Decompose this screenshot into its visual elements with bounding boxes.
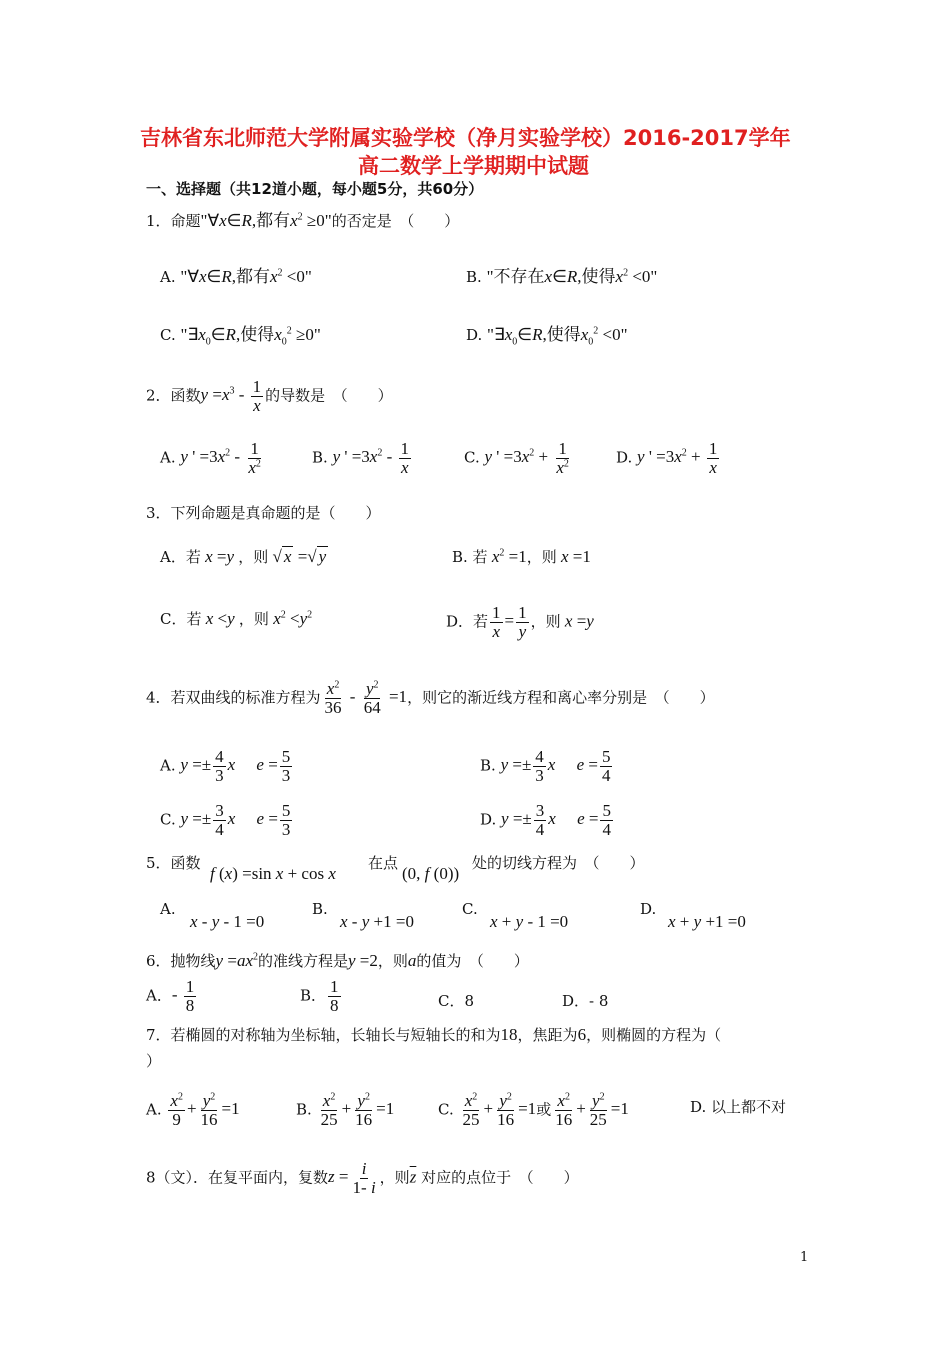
- q6-option-d[interactable]: D．- 8: [562, 992, 609, 1010]
- q1-option-b[interactable]: B. "不存在x∈R,使得$x^2 <0$": [466, 267, 658, 286]
- q3-option-b[interactable]: B. 若 $x^2 =1$，则 x =1: [452, 547, 591, 566]
- q7-option-c[interactable]: C. $\frac{x^2}{25}$ + $\frac{y^2}{16}$ =1或 $\frac{x^2}{16}$ + $\frac{y^2}{25}$ =1: [438, 1091, 629, 1129]
- q5-option-c[interactable]: x + y - 1 =0: [490, 912, 569, 931]
- q7-stem: 7．若椭圆的对称轴为坐标轴，长轴长与短轴长的和为18，焦距为6，则椭圆的方程为（: [146, 1025, 722, 1044]
- q5-label-c: C.: [462, 900, 478, 918]
- q5-option-a[interactable]: x - y - 1 =0: [190, 912, 265, 931]
- q2-option-c[interactable]: C. y ' $=3x^2$ + $\frac{1}{x^2}$: [464, 439, 569, 477]
- q2-option-d[interactable]: D. y ' $=3x^2$ + $\frac{1}{x}$: [616, 439, 718, 477]
- q7-option-d[interactable]: D. 以上都不对: [690, 1098, 787, 1116]
- section-heading: 一、选择题（共12道小题，每小题5分，共60分）: [146, 180, 484, 198]
- q4-option-a[interactable]: A. y =± $\frac{4}{3}$ x e = $\frac{5}{3}$: [160, 747, 291, 785]
- q1-formula: "∀x∈R,都有$x^2 \ge 0$": [200, 211, 332, 230]
- q4-stem: 4．若双曲线的标准方程为 $\frac{x^2}{36}$ - $\frac{y^2}{64}$ =1，则它的渐近线方程和离心率分别是 （ ）: [146, 679, 715, 717]
- q5-at-point: 在点: [368, 854, 399, 872]
- q5-label-d: D.: [640, 900, 657, 918]
- q6-stem: 6．抛物线$y =ax^2$的准线方程是y =2，则a的值为 （ ）: [146, 951, 529, 970]
- q5-label-a: A.: [160, 900, 176, 918]
- q6-option-a[interactable]: A．- $\frac{1}{8}$: [146, 977, 195, 1015]
- q6-option-c[interactable]: C．8: [438, 992, 475, 1010]
- q2-stem: 2．函数$y =x^3$ - $\frac{1}{x}$ 的导数是 （ ）: [146, 377, 393, 415]
- q4-option-b[interactable]: B. y =± $\frac{4}{3}$ x e = $\frac{5}{4}$: [480, 747, 611, 785]
- q8-stem: 8（文）．在复平面内，复数z = $\frac{i}{1- i}$ ，则$\overline{z}$ 对应的点位于 （ ）: [146, 1159, 579, 1197]
- q5-point: (0, f (0)): [402, 864, 460, 883]
- q5-option-d[interactable]: x + y +1 =0: [668, 912, 746, 931]
- q4-option-d[interactable]: D. y =± $\frac{3}{4}$ x e = $\frac{5}{4}$: [480, 801, 611, 839]
- q5-label-b: B.: [312, 900, 328, 918]
- q1-option-d[interactable]: D. "$\exists x_0\in R$,使得$x_0^2 <0$": [466, 325, 628, 348]
- q1-option-c[interactable]: C. "$\exists x_0\in R$,使得$x_0^2 \ge 0$": [160, 325, 321, 348]
- q3-option-a[interactable]: A．若 x =y ，则 √ x =√ y: [160, 547, 327, 566]
- page-number: 1: [800, 1250, 809, 1265]
- q5-option-b[interactable]: x - y +1 =0: [340, 912, 414, 931]
- q1-option-a[interactable]: A. "∀x∈R,都有$x^2 <0$": [160, 267, 312, 286]
- q2-option-a[interactable]: A. y ' $=3x^2$ - $\frac{1}{x^2}$: [160, 439, 261, 477]
- q5-function: f (x) =sin x + cos x: [210, 864, 336, 883]
- q1-stem: 1．命题"∀x∈R,都有$x^2 \ge 0$"的否定是 （ ）: [146, 211, 460, 230]
- q6-option-b[interactable]: B． $\frac{1}{8}$: [300, 977, 339, 1015]
- q7-option-a[interactable]: A. $\frac{x^2}{9}$ + $\frac{y^2}{16}$ =1: [146, 1091, 240, 1129]
- q7-stem-end: ）: [146, 1052, 162, 1070]
- q2-option-b[interactable]: B. y ' $=3x^2$ - $\frac{1}{x}$: [312, 439, 409, 477]
- q3-option-d[interactable]: D．若 $\frac{1}{x}$ = $\frac{1}{y}$ ，则 x =y: [446, 603, 594, 641]
- q3-option-c[interactable]: C．若 x <y ，则 $x^2 <y^2$: [160, 609, 313, 628]
- q7-option-b[interactable]: B. $\frac{x^2}{25}$ + $\frac{y^2}{16}$ =1: [296, 1091, 395, 1129]
- q3-stem: 3．下列命题是真命题的是（ ）: [146, 504, 381, 522]
- q5-stem: 5．函数: [146, 854, 201, 872]
- title-line-1: 吉林省东北师范大学附属实验学校（净月实验学校）2016-2017学年: [140, 126, 791, 150]
- q4-option-c[interactable]: C. y =± $\frac{3}{4}$ x e = $\frac{5}{3}$: [160, 801, 291, 839]
- title-line-2: 高二数学上学期期中试题: [358, 154, 589, 178]
- q5-stem-end: 处的切线方程为 （ ）: [472, 854, 645, 872]
